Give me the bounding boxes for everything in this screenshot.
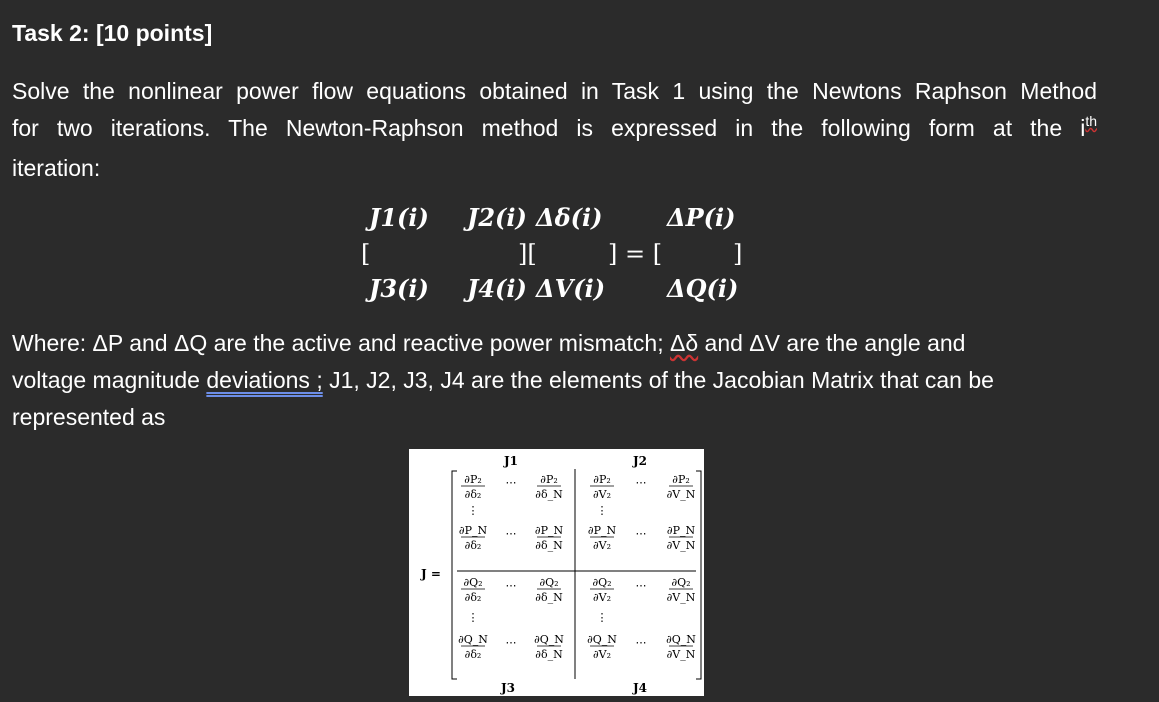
- entry-denominator: ∂δ₂: [464, 591, 482, 604]
- eq-delta-p: ΔP(i): [667, 203, 736, 232]
- entry-denominator: ∂δ₂: [464, 488, 482, 501]
- intro-line-2-text: for two iterations. The Newton-Raphson method is expressed in the following form at the i: [12, 115, 1086, 141]
- ellipsis: ⋯: [505, 527, 517, 540]
- ellipsis: ⋮: [467, 611, 479, 624]
- entry-denominator: ∂δ_N: [535, 539, 563, 552]
- entry-denominator: ∂V₂: [592, 539, 612, 552]
- where-text-2: and ΔV are the angle and: [698, 330, 966, 356]
- jacobian-entry: [590, 473, 614, 501]
- eq-j1: J1(i): [369, 203, 429, 232]
- ellipsis: ⋯: [635, 476, 647, 489]
- entry-denominator: ∂V₂: [592, 591, 612, 604]
- jacobian-entry: [587, 633, 617, 661]
- block-label-j2: J2: [633, 454, 648, 468]
- eq-equals: ] = [: [608, 240, 663, 268]
- eq-j2: J2(i): [467, 203, 527, 232]
- intro-line-2: [12, 110, 1097, 150]
- entry-denominator: ∂δ₂: [464, 648, 482, 661]
- jacobian-entry: [461, 576, 485, 604]
- entry-denominator: ∂V₂: [592, 648, 612, 661]
- entry-numerator: ∂Q₂: [463, 576, 483, 589]
- entry-denominator: ∂δ₂: [464, 539, 482, 552]
- where-deviations: deviations ;: [206, 367, 323, 393]
- entry-numerator: ∂P₂: [672, 473, 690, 486]
- entry-numerator: ∂P_N: [666, 524, 696, 537]
- eq-mid-brackets: ][: [518, 240, 537, 268]
- block-label-j1: J1: [504, 454, 519, 468]
- eq-j4: J4(i): [467, 274, 527, 303]
- entry-denominator: ∂V_N: [666, 591, 696, 604]
- jacobian-entry: [590, 576, 614, 604]
- where-delta: Δδ: [669, 330, 699, 356]
- entry-numerator: ∂Q_N: [534, 633, 564, 646]
- task-title: Task 2: [10 points]: [12, 20, 213, 46]
- entry-denominator: ∂δ_N: [535, 591, 563, 604]
- intro-paragraph: [12, 73, 1097, 187]
- jacobian-entry: [534, 633, 564, 661]
- ellipsis: ⋯: [505, 579, 517, 592]
- ellipsis: ⋮: [596, 504, 608, 517]
- jacobian-entry: [458, 633, 488, 661]
- jacobian-entry: [666, 633, 696, 661]
- ellipsis: ⋮: [596, 611, 608, 624]
- entry-numerator: ∂P_N: [587, 524, 617, 537]
- jacobian-entry: [535, 473, 563, 501]
- entry-numerator: ∂Q₂: [671, 576, 691, 589]
- where-paragraph: [12, 325, 1112, 436]
- where-text-3: voltage magnitude: [12, 367, 207, 393]
- right-matrix-bracket: [696, 471, 701, 679]
- jacobian-label: J =: [421, 567, 441, 581]
- entry-numerator: ∂Q_N: [587, 633, 617, 646]
- superscript-th: th: [1085, 113, 1097, 129]
- jacobian-entry: [461, 473, 485, 501]
- jacobian-entry: [588, 524, 617, 552]
- block-label-j3: J3: [501, 681, 516, 695]
- ellipsis: ⋯: [635, 527, 647, 540]
- entry-numerator: ∂P₂: [540, 473, 558, 486]
- entry-numerator: ∂P₂: [593, 473, 611, 486]
- ellipsis: ⋮: [467, 504, 479, 517]
- entry-numerator: ∂P₂: [464, 473, 482, 486]
- entry-denominator: ∂δ_N: [535, 488, 563, 501]
- entry-numerator: ∂Q₂: [539, 576, 559, 589]
- eq-left-bracket: [: [361, 240, 371, 268]
- eq-delta-q: ΔQ(i): [667, 274, 739, 303]
- entry-numerator: ∂P_N: [534, 524, 564, 537]
- jacobian-matrix-image: [409, 449, 704, 696]
- where-text-1: Where: ΔP and ΔQ are the active and reactive power mismatch;: [12, 330, 670, 356]
- block-label-j4: J4: [633, 681, 648, 695]
- intro-line-1: Solve the nonlinear power flow equations obtained in Task 1 using the Newtons Raphson Method: [12, 78, 1097, 104]
- entry-denominator: ∂V₂: [592, 488, 612, 501]
- eq-j3: J3(i): [369, 274, 429, 303]
- eq-delta-v: ΔV(i): [536, 274, 606, 303]
- where-text-4: J1, J2, J3, J4 are the elements of the Jacobian Matrix that can be: [322, 367, 994, 393]
- ellipsis: ⋯: [635, 579, 647, 592]
- entry-denominator: ∂V_N: [666, 648, 696, 661]
- jacobian-svg: [409, 449, 704, 696]
- intro-line-3: iteration:: [12, 155, 101, 181]
- left-matrix-bracket: [452, 471, 457, 679]
- entry-denominator: ∂δ_N: [535, 648, 563, 661]
- jacobian-cells: [458, 473, 696, 661]
- jacobian-entry: [667, 524, 696, 552]
- jacobian-entry: [667, 473, 696, 501]
- entry-denominator: ∂V_N: [666, 539, 696, 552]
- ellipsis: ⋯: [635, 636, 647, 649]
- eq-right-bracket: ]: [733, 240, 743, 268]
- entry-numerator: ∂Q_N: [458, 633, 488, 646]
- eq-delta-delta: Δδ(i): [536, 203, 603, 232]
- jacobian-entry: [459, 524, 488, 552]
- entry-numerator: ∂Q_N: [666, 633, 696, 646]
- jacobian-entry: [667, 576, 696, 604]
- jacobian-entry: [535, 576, 563, 604]
- jacobian-entry: [535, 524, 564, 552]
- entry-denominator: ∂V_N: [666, 488, 696, 501]
- ellipsis: ⋯: [505, 476, 517, 489]
- entry-numerator: ∂P_N: [458, 524, 488, 537]
- ellipsis: ⋯: [505, 636, 517, 649]
- entry-numerator: ∂Q₂: [592, 576, 612, 589]
- where-text-5: represented as: [12, 404, 166, 430]
